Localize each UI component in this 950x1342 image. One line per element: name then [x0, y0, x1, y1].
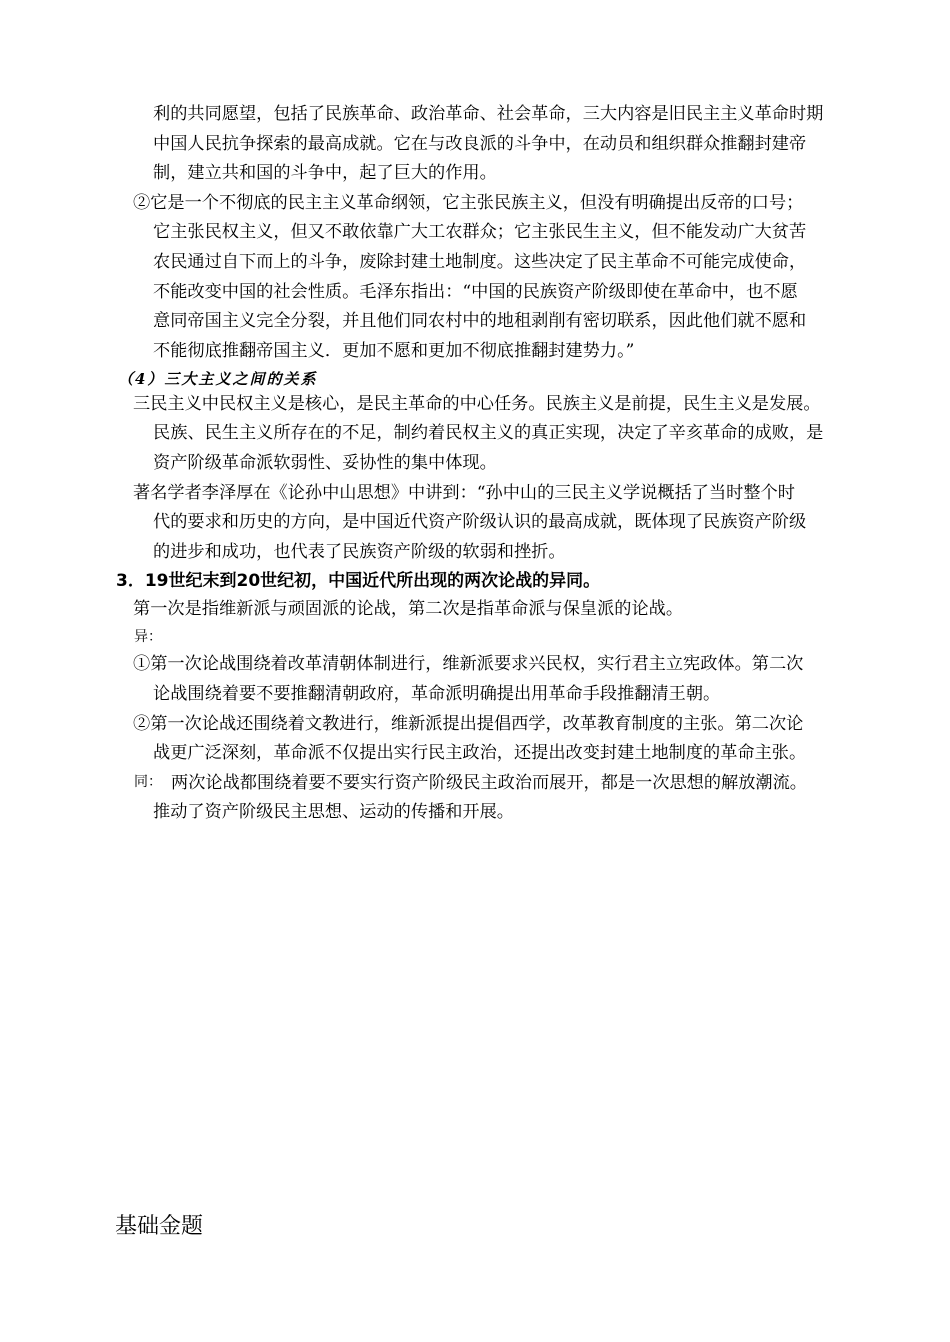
- text-line: 制，建立共和国的斗争中，起了巨大的作用。: [153, 163, 497, 183]
- section-title: 基础金题: [115, 1214, 204, 1239]
- text-line: 不能改变中国的社会性质。毛泽东指出：“中国的民族资产阶级即使在革命中，也不愿: [153, 282, 798, 302]
- text-line: 推动了资产阶级民主思想、运动的传播和开展。: [153, 802, 514, 822]
- text-line: 的进步和成功，也代表了民族资产阶级的软弱和挫折。: [153, 542, 566, 562]
- text-line: 它主张民权主义，但又不敢依靠广大工农群众；它主张民生主义，但不能发动广大贫苦: [153, 222, 807, 242]
- section-heading: 3．19世纪末到20世纪初，中国近代所出现的两次论战的异同。: [116, 571, 601, 591]
- text-line: 论战围绕着要不要推翻清朝政府，革命派明确提出用革命手段推翻清王朝。: [153, 684, 721, 704]
- text-line: 两次论战都围绕着要不要实行资产阶级民主政治而展开，都是一次思想的解放潮流。: [171, 773, 807, 793]
- text-line: 三民主义中民权主义是核心，是民主革命的中心任务。民族主义是前提，民生主义是发展。: [133, 394, 821, 414]
- text-line: 意同帝国主义完全分裂，并且他们同农村中的地租剥削有密切联系，因此他们就不愿和: [153, 311, 807, 331]
- text-line: 农民通过自下而上的斗争，废除封建土地制度。这些决定了民主革命不可能完成使命，: [153, 252, 807, 272]
- text-line: 资产阶级革命派软弱性、妥协性的集中体现。: [153, 453, 497, 473]
- text-line: 战更广泛深刻，革命派不仅提出实行民主政治，还提出改变封建土地制度的革命主张。: [153, 743, 807, 763]
- text-line: ②它是一个不彻底的民主主义革命纲领，它主张民族主义，但没有明确提出反帝的口号；: [133, 193, 804, 213]
- text-line: 代的要求和历史的方向，是中国近代资产阶级认识的最高成就，既体现了民族资产阶级: [153, 512, 807, 532]
- similarity-label: 同：: [134, 774, 162, 790]
- text-line: 利的共同愿望，包括了民族革命、政治革命、社会革命，三大内容是旧民主主义革命时期: [153, 104, 824, 124]
- text-line: 第一次是指维新派与顽固派的论战，第二次是指革命派与保皇派的论战。: [133, 599, 684, 619]
- difference-label: 异：: [134, 629, 162, 645]
- subheading: （4）三大主义之间的关系: [118, 370, 318, 388]
- text-line: ①第一次论战围绕着改革清朝体制进行，维新派要求兴民权，实行君主立宪政体。第二次: [133, 654, 804, 674]
- text-line: 中国人民抗争探索的最高成就。它在与改良派的斗争中，在动员和组织群众推翻封建帝: [153, 134, 807, 154]
- text-line: ②第一次论战还围绕着文教进行，维新派提出提倡西学，改革教育制度的主张。第二次论: [133, 714, 804, 734]
- text-line: 不能彻底推翻帝国主义．更加不愿和更加不彻底推翻封建势力。”: [153, 341, 635, 361]
- text-line: 著名学者李泽厚在《论孙中山思想》中讲到：“孙中山的三民主义学说概括了当时整个时: [133, 483, 795, 503]
- text-line: 民族、民生主义所存在的不足，制约着民权主义的真正实现，决定了辛亥革命的成败，是: [153, 423, 824, 443]
